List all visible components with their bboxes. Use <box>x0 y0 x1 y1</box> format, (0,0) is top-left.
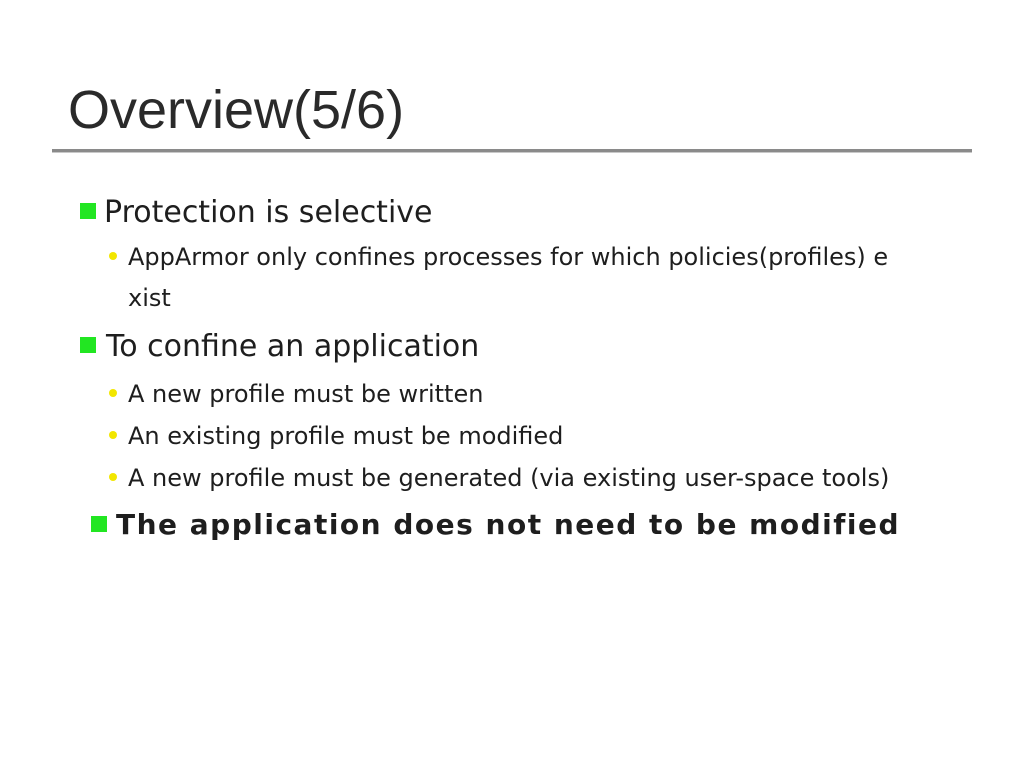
bullet-3-text: The application does not need to be modified <box>116 508 901 541</box>
square-bullet-icon <box>91 516 107 532</box>
dot-bullet-icon <box>109 473 117 481</box>
slide-title: Overview(5/6) <box>68 80 405 140</box>
bullet-2-sub-2: An existing profile must be modified <box>128 422 564 450</box>
bullet-1-sub-1-line-2: xist <box>128 284 171 312</box>
title-divider <box>52 149 972 153</box>
bullet-1-sub-1-line-1: AppArmor only confines processes for which policies(profiles) e <box>128 243 889 271</box>
bullet-2-sub-1: A new profile must be written <box>128 380 484 408</box>
bullet-2-sub-3: A new profile must be generated (via existing user-space tools) <box>128 464 890 492</box>
bullet-1-text: Protection is selective <box>104 195 433 230</box>
dot-bullet-icon <box>109 389 117 397</box>
dot-bullet-icon <box>109 252 117 260</box>
square-bullet-icon <box>80 337 96 353</box>
bullet-2-text: To confine an application <box>106 329 480 364</box>
dot-bullet-icon <box>109 431 117 439</box>
square-bullet-icon <box>80 203 96 219</box>
